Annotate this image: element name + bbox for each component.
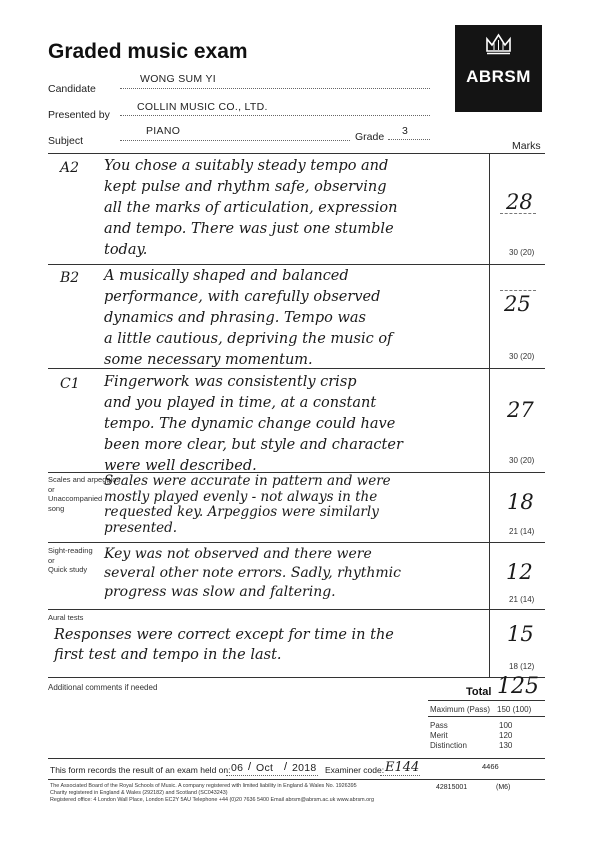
record-top-line <box>48 758 545 759</box>
top-border <box>48 153 545 154</box>
section-comment-c1: Fingerwork was consistently crisp and you played in time, at a constant tempo. The dynamic change could have been more clear, but style and character were well described. <box>104 374 403 474</box>
marks-column-divider <box>489 153 490 677</box>
mark-underline <box>500 213 536 214</box>
subject-label: Subject <box>48 135 84 147</box>
exam-month: Oct <box>256 762 274 774</box>
reference-number: 4466 <box>482 762 499 771</box>
mark-c1: 27 <box>507 398 534 422</box>
examiner-code-label: Examiner code: <box>325 765 385 775</box>
mark-sight-reading: 12 <box>506 560 533 584</box>
grade-underline <box>388 139 430 140</box>
mark-underline <box>500 290 536 291</box>
additional-comments-label: Additional comments if needed <box>48 683 158 692</box>
mark-a2: 28 <box>506 190 533 214</box>
section-comment-a2: You chose a suitably steady tempo and kept pulse and rhythm safe, observing all the marks of articulation, expression and tempo. There was just one stumble today. <box>104 158 398 258</box>
section-divider <box>48 542 545 543</box>
form-code: 42815001 <box>436 784 468 791</box>
total-divider <box>428 700 545 701</box>
section-label-a2: A2 <box>60 160 80 176</box>
subject-value: PIANO <box>146 125 181 137</box>
section-label-sight-reading: Sight-reading or Quick study <box>48 546 93 574</box>
total-value: 125 <box>497 674 539 699</box>
section-comment-sight-reading: Key was not observed and there were several other note errors. Sadly, rhythmic progress was slow and faltering. <box>104 546 401 600</box>
maximum-label: Maximum (Pass) <box>430 705 491 714</box>
threshold-labels: Pass Merit Distinction <box>430 721 467 750</box>
presented-by-label: Presented by <box>48 109 110 121</box>
date-separator: / <box>248 761 252 773</box>
footer-legal: The Associated Board of the Royal Schools of Music. A company registered with limited liability in England & Wales No. 1926395 Charity registered in England & Wales (292182) and Scotland (SC043243) Registered office: 4 London Wall Place, London EC2Y 5AU Telephone +44 (0)20 7636 5400 Email abrsm@abrsm.ac.uk www.abrsm.org <box>50 783 374 803</box>
max-mark-scales: 21 (14) <box>509 527 535 536</box>
mark-aural: 15 <box>507 622 534 646</box>
max-mark-b2: 30 (20) <box>509 352 535 361</box>
brand-name: ABRSM <box>466 67 531 86</box>
section-label-scales: Scales and arpeggios or Unaccompanied song <box>48 475 121 513</box>
max-mark-aural: 18 (12) <box>509 662 535 671</box>
mark-b2: 25 <box>504 292 531 316</box>
section-label-c1: C1 <box>60 376 80 392</box>
grade-label: Grade <box>355 131 385 143</box>
examiner-code-value: E144 <box>385 760 420 775</box>
candidate-name: WONG SUM YI <box>140 73 217 85</box>
max-mark-c1: 30 (20) <box>509 456 535 465</box>
subject-underline <box>120 140 350 141</box>
threshold-values: 100 120 130 <box>499 721 513 750</box>
record-text: This form records the result of an exam held on: <box>50 765 231 775</box>
candidate-underline <box>120 88 430 89</box>
page-title: Graded music exam <box>48 40 248 63</box>
form-version: (M6) <box>496 784 511 791</box>
maximum-value: 150 (100) <box>497 705 532 714</box>
section-divider <box>48 264 545 265</box>
max-mark-sight-reading: 21 (14) <box>509 595 535 604</box>
presented-by-underline <box>120 115 430 116</box>
candidate-label: Candidate <box>48 83 96 95</box>
exam-day: 06 <box>231 762 244 774</box>
examiner-underline <box>380 775 420 776</box>
mark-scales: 18 <box>507 490 534 514</box>
crown-icon <box>485 33 512 55</box>
section-label-b2: B2 <box>60 270 80 286</box>
section-label-aural: Aural tests <box>48 613 84 622</box>
grade-value: 3 <box>402 125 409 137</box>
presented-by-value: COLLIN MUSIC CO., LTD. <box>137 101 268 113</box>
section-divider <box>48 677 545 678</box>
maximum-divider <box>428 716 545 717</box>
record-bottom-line <box>48 779 545 780</box>
section-comment-scales: Scales were accurate in pattern and were mostly played evenly - not always in the requested key. Arpeggios were similarly presented. <box>104 473 391 536</box>
section-comment-b2: A musically shaped and balanced performance, with carefully observed dynamics and phrasing. Tempo was a little cautious, depriving the music of some necessary momentum. <box>104 268 393 368</box>
date-separator: / <box>284 761 288 773</box>
exam-year: 2018 <box>292 762 317 774</box>
date-underline <box>226 775 318 776</box>
section-divider <box>48 609 545 610</box>
total-label: Total <box>466 686 492 698</box>
section-comment-aural: Responses were correct except for time in the first test and tempo in the last. <box>54 627 394 663</box>
abrsm-logo <box>455 25 542 112</box>
max-mark-a2: 30 (20) <box>509 248 535 257</box>
marks-header: Marks <box>512 140 541 152</box>
